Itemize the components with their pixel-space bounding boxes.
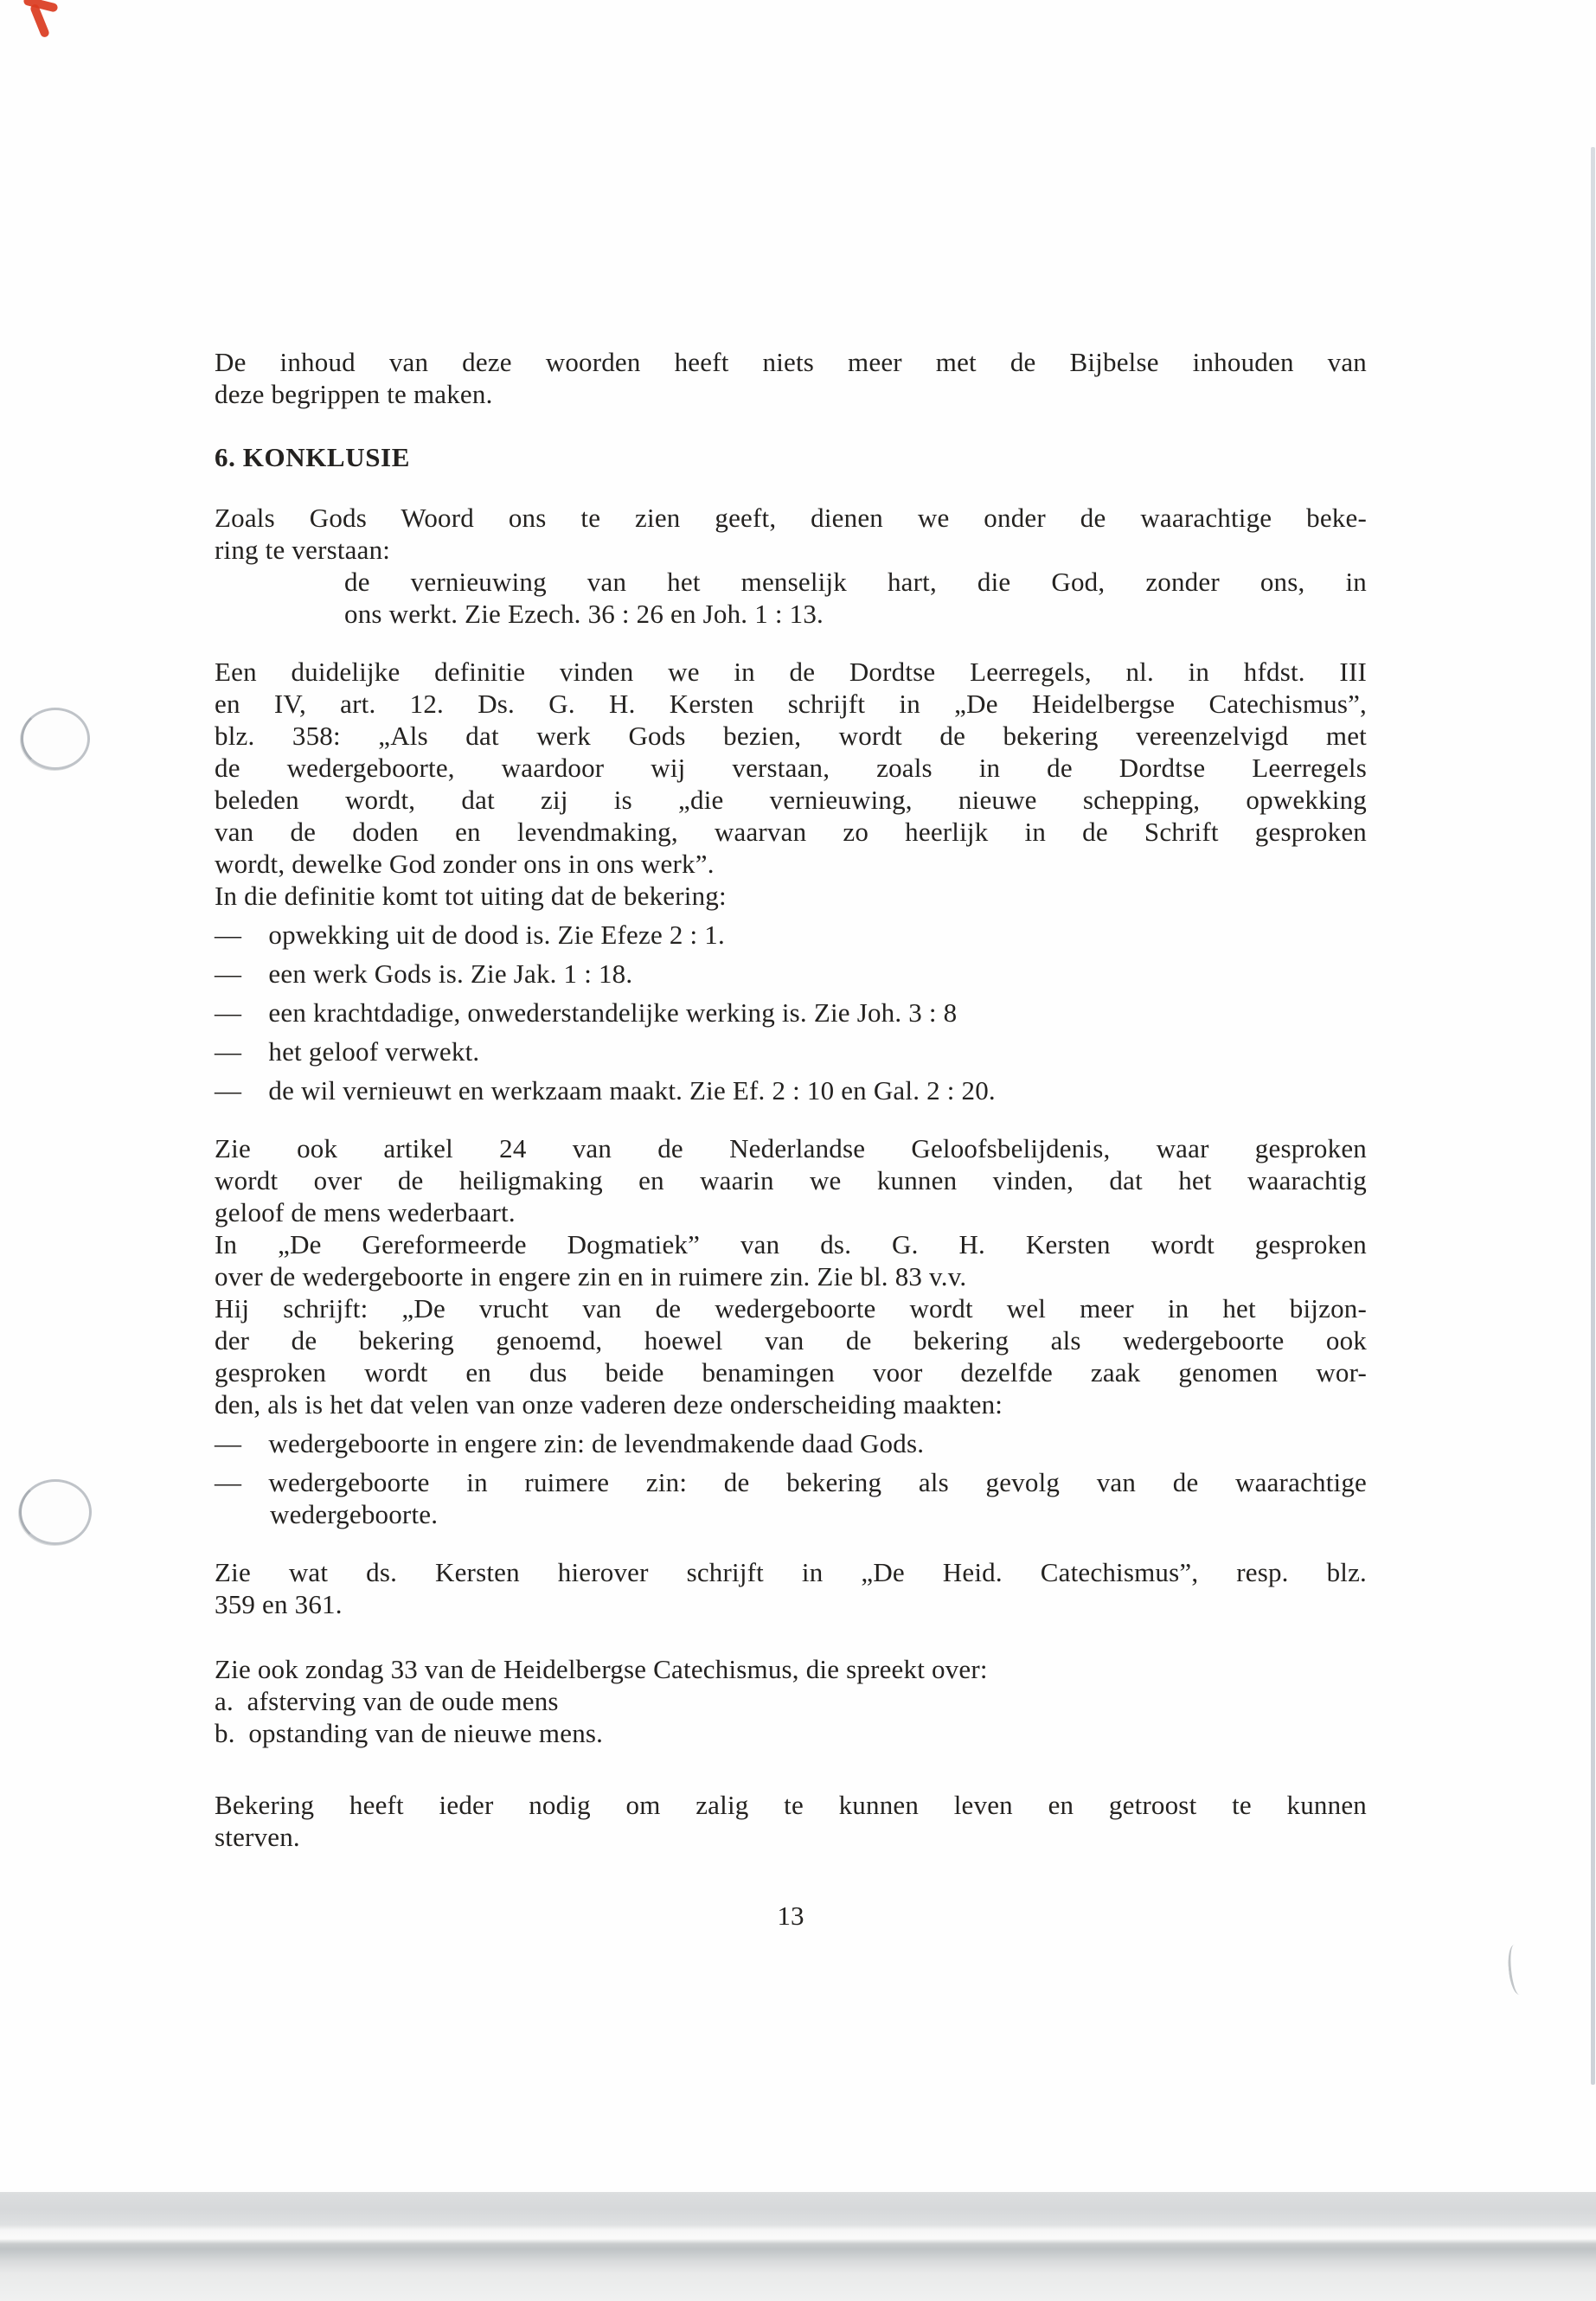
text-line: In die definitie komt tot uiting dat de bekering: bbox=[215, 881, 727, 911]
bekering-definition-paragraph bbox=[215, 502, 1367, 630]
wedergeboorte-paragraph bbox=[215, 1132, 1367, 1530]
text-line: wordt, dewelke God zonder ons in ons werk”. bbox=[215, 849, 715, 879]
text-line: blz. 358: „Als dat werk Gods bezien, wordt de bekering vereenzelvigd met bbox=[215, 721, 1367, 751]
text-line: beleden wordt, dat zij is „die vernieuwing, nieuwe schepping, opwekking bbox=[215, 785, 1367, 815]
punch-hole-bottom bbox=[19, 1479, 92, 1545]
text-line: deze begrippen te maken. bbox=[215, 379, 493, 409]
list-item: — het geloof verwekt. bbox=[215, 1036, 480, 1067]
text-line: b. opstanding van de nieuwe mens. bbox=[215, 1718, 604, 1748]
text-line: sterven. bbox=[215, 1822, 300, 1852]
text-line: geloof de mens wederbaart. bbox=[215, 1197, 516, 1227]
closing-paragraph bbox=[215, 1789, 1367, 1853]
list-item: — een krachtdadige, onwederstandelijke werking is. Zie Joh. 3 : 8 bbox=[215, 997, 958, 1028]
text-line: der de bekering genoemd, hoewel van de bekering als wedergeboorte ook bbox=[215, 1325, 1367, 1356]
text-line: wedergeboorte. bbox=[270, 1499, 439, 1529]
intro-paragraph bbox=[215, 346, 1367, 410]
list-item: — de wil vernieuwt en werkzaam maakt. Zie Ef. 2 : 10 en Gal. 2 : 20. bbox=[215, 1075, 996, 1106]
text-line: Bekering heeft ieder nodig om zalig te kunnen leven en getroost te kunnen bbox=[215, 1790, 1367, 1820]
text-line: over de wedergeboorte in engere zin en in ruimere zin. Zie bl. 83 v.v. bbox=[215, 1261, 967, 1292]
section-heading: 6. KONKLUSIE bbox=[215, 442, 410, 472]
text-line: wordt over de heiligmaking en waarin we kunnen vinden, dat het waarachtig bbox=[215, 1165, 1367, 1195]
punch-hole-top bbox=[21, 708, 90, 770]
dordtse-leerregels-paragraph bbox=[215, 656, 1367, 1106]
scan-artifact-mark bbox=[1506, 1944, 1528, 1996]
text-line: De inhoud van deze woorden heeft niets meer met de Bijbelse inhouden van bbox=[215, 347, 1367, 377]
text-line: Zie wat ds. Kersten hierover schrijft in „De Heid. Catechismus”, resp. blz. bbox=[215, 1557, 1367, 1587]
text-line: ons werkt. Zie Ezech. 36 : 26 en Joh. 1 : 13. bbox=[344, 599, 824, 629]
text-line: In „De Gereformeerde Dogmatiek” van ds. G. H. Kersten wordt gesproken bbox=[215, 1229, 1367, 1259]
text-line: de wedergeboorte, waardoor wij verstaan, zoals in de Dordtse Leerregels bbox=[215, 753, 1367, 783]
text-line: ring te verstaan: bbox=[215, 535, 391, 565]
text-line: Zoals Gods Woord ons te zien geeft, dienen we onder de waarachtige beke- bbox=[215, 503, 1367, 533]
text-line: van de doden en levendmaking, waarvan zo heerlijk in de Schrift gesproken bbox=[215, 817, 1367, 847]
page-edge-right bbox=[1591, 147, 1595, 2085]
text-line: gesproken wordt en dus beide benamingen voor dezelfde zaak genomen wor- bbox=[215, 1357, 1367, 1388]
text-line: en IV, art. 12. Ds. G. H. Kersten schrijft in „De Heidelbergse Catechismus”, bbox=[215, 689, 1367, 719]
text-column bbox=[215, 346, 1367, 1853]
list-item: — opwekking uit de dood is. Zie Efeze 2 : 1. bbox=[215, 920, 725, 950]
text-line: Een duidelijke definitie vinden we in de Dordtse Leerregels, nl. in hfdst. III bbox=[215, 657, 1367, 687]
konklusie-heading bbox=[215, 441, 1367, 473]
page-number: 13 bbox=[777, 1900, 804, 1931]
text-line: Zie ook zondag 33 van de Heidelbergse Catechismus, die spreekt over: bbox=[215, 1654, 988, 1684]
text-line: Hij schrijft: „De vrucht van de wedergeboorte wordt wel meer in het bijzon- bbox=[215, 1293, 1367, 1324]
text-line: den, als is het dat velen van onze vaderen deze onderscheiding maakten: bbox=[215, 1389, 1003, 1420]
text-line: Zie ook artikel 24 van de Nederlandse Geloofsbelijdenis, waar gesproken bbox=[215, 1133, 1367, 1163]
zondag33-paragraph bbox=[215, 1653, 1367, 1749]
text-line: a. afsterving van de oude mens bbox=[215, 1686, 559, 1716]
kersten-reference-paragraph bbox=[215, 1556, 1367, 1620]
text-line: de vernieuwing van het menselijk hart, die God, zonder ons, in bbox=[344, 567, 1367, 597]
list-item: — wedergeboorte in engere zin: de levendmakende daad Gods. bbox=[215, 1428, 925, 1458]
list-item: — wedergeboorte in ruimere zin: de bekering als gevolg van de waarachtige bbox=[215, 1467, 1367, 1497]
page-bottom-edge bbox=[0, 2192, 1596, 2301]
list-item: — een werk Gods is. Zie Jak. 1 : 18. bbox=[215, 958, 633, 989]
text-line: 359 en 361. bbox=[215, 1589, 343, 1619]
